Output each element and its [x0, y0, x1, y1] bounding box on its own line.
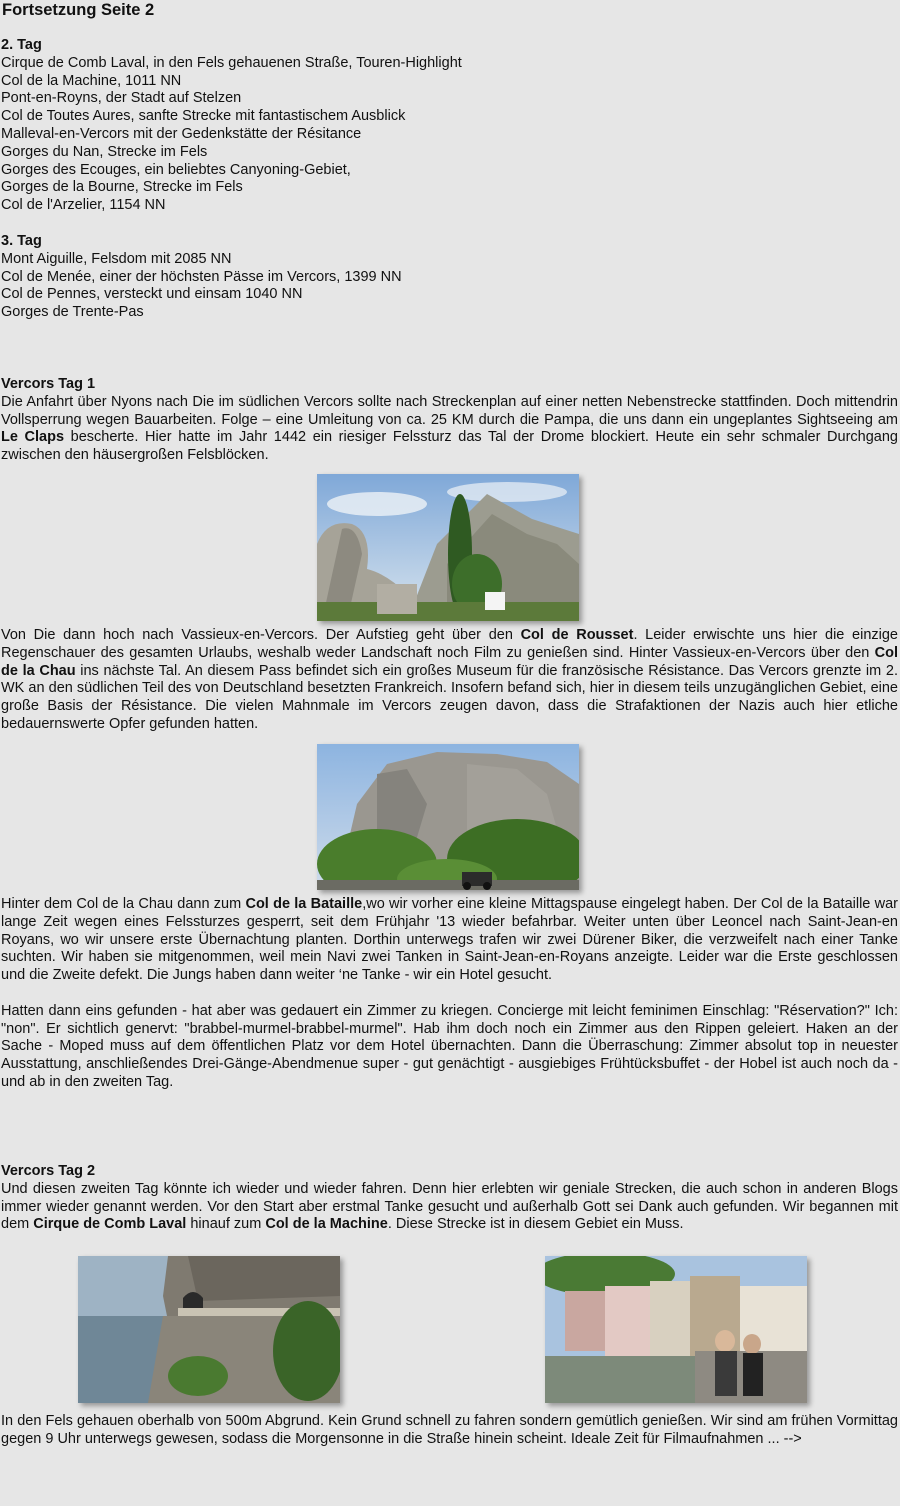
vercors-tag1-p2 — [1, 627, 898, 734]
photo-comb-laval — [78, 1256, 340, 1403]
paragraph-text: Von Die dann hoch nach Vassieux-en-Vercors. Der Aufstieg geht über den — [1, 627, 521, 643]
list-item: Col de la Machine, 1011 NN — [1, 72, 182, 89]
paragraph — [1, 394, 898, 465]
paragraph-text: Die Anfahrt über Nyons nach Die im südlichen Vercors sollte nach Streckenplan auf einer netten Nebenstrecke stattfinden. Doch mittendrin Vollsperrung wegen Bauarbeiten. Folge – eine Umleitung von ca. 25 KM durch die Pampa, die uns dann ein ungeplantes Sightseeing am — [1, 393, 898, 428]
vercors-tag1-section — [1, 376, 898, 465]
place-name: Col de Rousset — [520, 627, 634, 643]
paragraph-text: Hinter dem Col de la Chau dann zum — [1, 896, 246, 912]
list-item: Gorges de la Bourne, Strecke im Fels — [1, 179, 243, 196]
tag3-section — [1, 233, 898, 322]
list-item: Col de Pennes, versteckt und einsam 1040 NN — [1, 286, 303, 303]
paragraph-text: ,wo wir vorher eine kleine Mittagspause eingelegt haben. Der Col de la Bataille war lange Zeit wegen eines Felssturzes gesperrt, seit dem Frühjahr '13 wieder befahrbar. Weiter unten über Leoncel nach Saint-Jean-en Royans, wo wir unsere erste Übernachtung planten. Dorthin unterwegs trafen wir zwei Dürener Biker, die verzweifelt nach einer Tanke suchten. Wir haben sie mitgenommen, weil mein Navi zwei Tanken in Saint-Jean-en-Royans anzeigte. Leider war die Erste geschlossen und die Zweite defekt. Die Jungs haben dann weiter ‘ne Tanke - wir ein Hotel gesucht. — [1, 896, 898, 984]
place-name: Col de la Bataille — [245, 896, 363, 912]
list-item: Gorges des Ecouges, ein beliebtes Canyoning-Gebiet, — [1, 161, 351, 178]
tag2-title: 2. Tag — [1, 37, 42, 53]
tag2-section — [1, 37, 898, 215]
photo-col-de-rousset — [317, 744, 579, 890]
paragraph — [1, 627, 898, 734]
list-item: Gorges de Trente-Pas — [1, 304, 144, 321]
paragraph-text: ins nächste Tal. An diesem Pass befindet sich ein großes Museum für die französische Résistance. Das Vercors grenzte im 2. WK an den südlichen Teil des von Deutschland besetzten Frankreich. Insofern befand sich, hier in diesem teils unzugänglichen Gebiet, eine große Basis der Résistance. Die vielen Mahnmale im Vercors zeugen davon, dass die Strafaktionen der Nazis auch hier etliche bedauernswerte Opfer gefunden hatten. — [1, 662, 898, 732]
tag3-title: 3. Tag — [1, 233, 42, 249]
paragraph — [1, 896, 898, 985]
place-name: Col de la Machine — [265, 1216, 388, 1233]
paragraph-text: Und diesen zweiten Tag könnte ich wieder und wieder fahren. Denn hier erlebten wir geniale Strecken, die auch schon in anderen Blogs immer wieder genannt werden. Vor den Start aber erstmal Tanke gesucht und außerhalb Gott sei Dank auch gefunden. Wir begannen mit dem — [1, 1180, 898, 1233]
list-item: Col de Toutes Aures, sanfte Strecke mit fantastischem Ausblick — [1, 108, 406, 125]
list-item: Pont-en-Royns, der Stadt auf Stelzen — [1, 90, 242, 107]
page-heading: Fortsetzung Seite 2 — [2, 1, 155, 19]
list-item: Col de l'Arzelier, 1154 NN — [1, 197, 166, 214]
vercors-tag2-title: Vercors Tag 2 — [1, 1163, 96, 1179]
place-name: Col de la Chau — [1, 644, 898, 679]
paragraph: In den Fels gehauen oberhalb von 500m Abgrund. Kein Grund schnell zu fahren sondern gemütlich genießen. Wir sind am frühen Vormittag gegen 9 Uhr unterwegs gewesen, sodass die Morgensonne in die Straße hinein scheint. Ideale Zeit für Filmaufnahmen ... --> — [1, 1413, 898, 1447]
photo-le-claps — [317, 474, 579, 621]
paragraph — [1, 1181, 898, 1234]
place-name: Cirque de Comb Laval — [33, 1216, 187, 1233]
vercors-tag1-title: Vercors Tag 1 — [1, 376, 96, 392]
paragraph-text: . Leider erwischte uns hier die einzige Regenschauer des gesamten Urlaubs, weshalb weder Landschaft noch Film zu genießen sind. Hinter Vassieux-en-Vercors über den — [1, 627, 898, 661]
list-item: Cirque de Comb Laval, in den Fels gehauenen Straße, Touren-Highlight — [1, 54, 462, 71]
list-item: Mont Aiguille, Felsdom mit 2085 NN — [1, 250, 232, 267]
paragraph: Hatten dann eins gefunden - hat aber was gedauert ein Zimmer zu kriegen. Concierge mit leicht feminimen Einschlag: "Réservation?" Ich: "non". Er sichtlich genervt: "brabbel-murmel-brabbel-murmel". Hab ihm doch noch ein Zimmer aus den Rippen geleiert. Haken an der Sache - Moped muss auf dem öffentlichen Platz vor dem Hotel übernachten. Dann die Überraschung: Zimmer absolut top in neuester Ausstattung, anschließendes Drei-Gänge-Abendmenue super - gut genächtigt - ausgiebiges Frühtücksbuffet - der Hobel ist auch noch da - und ab in den zweiten Tag. — [1, 1002, 898, 1090]
vercors-tag2-section — [1, 1163, 898, 1234]
photo-pont-en-royans — [545, 1256, 807, 1403]
paragraph-text: bescherte. Hier hatte im Jahr 1442 ein riesiger Felssturz das Tal der Drome blockiert. Heute ein sehr schmaler Durchgang zwischen den häusergroßen Felsblöcken. — [1, 429, 898, 464]
list-item: Col de Menée, einer der höchsten Pässe im Vercors, 1399 NN — [1, 268, 402, 285]
paragraph-text: . Diese Strecke ist in diesem Gebiet ein Muss. — [387, 1216, 684, 1233]
list-item: Gorges du Nan, Strecke im Fels — [1, 143, 208, 160]
vercors-tag2-p2 — [1, 1413, 898, 1449]
vercors-tag1-p3 — [1, 896, 898, 1092]
place-name: Le Claps — [1, 429, 65, 446]
paragraph-text: hinauf zum — [186, 1216, 266, 1233]
list-item: Malleval-en-Vercors mit der Gedenkstätte der Résitance — [1, 125, 362, 142]
